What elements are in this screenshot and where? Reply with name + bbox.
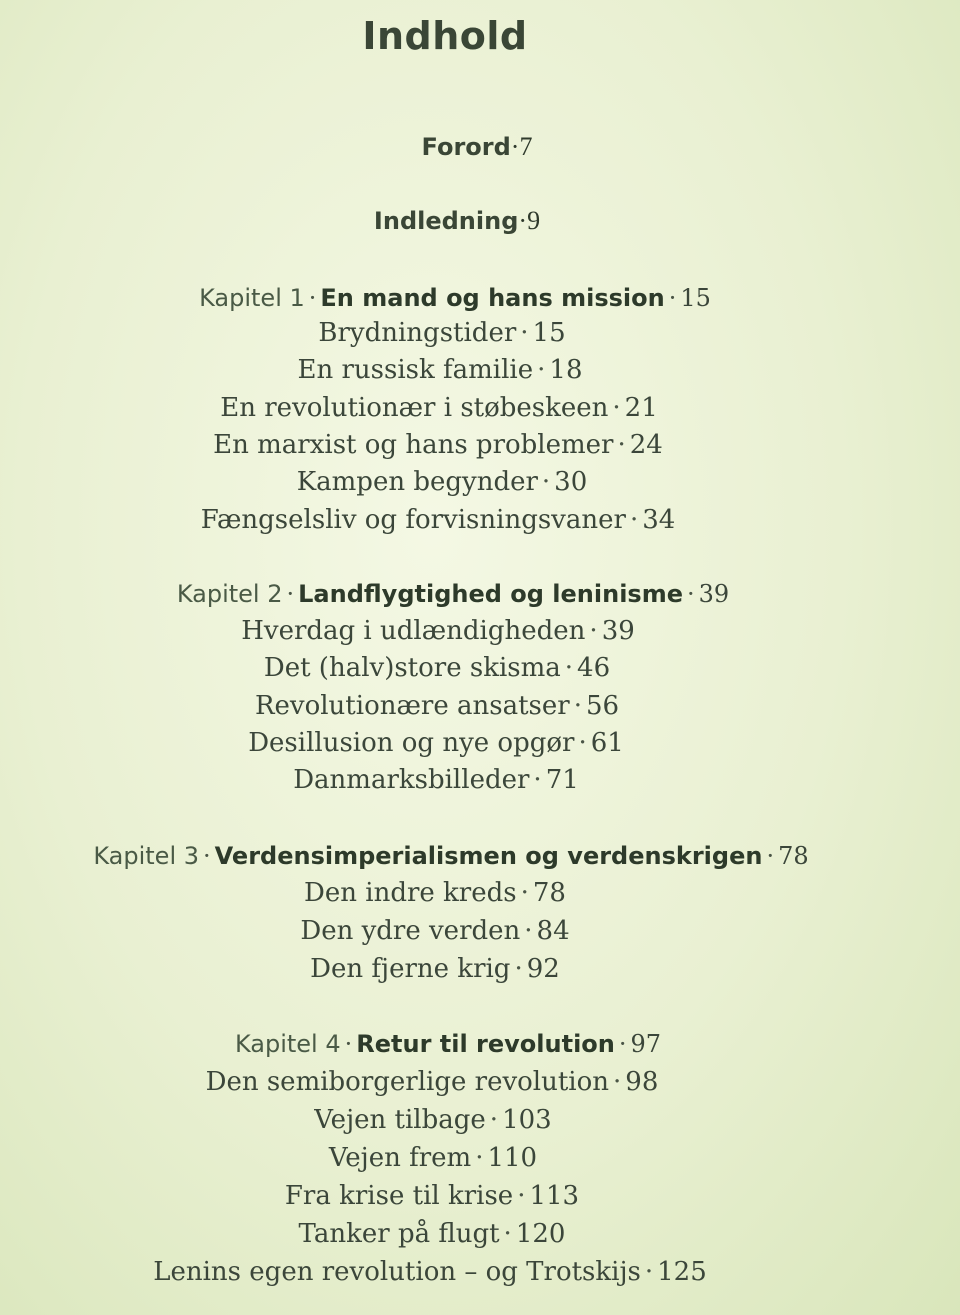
section-page: 34 bbox=[642, 505, 676, 535]
section-label: Danmarksbilleder bbox=[293, 765, 530, 795]
entry-label: Forord bbox=[421, 133, 511, 161]
separator-dot: · bbox=[533, 765, 542, 795]
chapter-page: 78 bbox=[778, 842, 809, 870]
section-entry[interactable] bbox=[0, 690, 917, 722]
section-page: 71 bbox=[545, 765, 579, 795]
section-page: 78 bbox=[532, 878, 566, 908]
section-entry[interactable] bbox=[0, 429, 918, 461]
section-entry[interactable] bbox=[0, 727, 916, 759]
section-label: Fængselsliv og forvisningsvaner bbox=[200, 505, 626, 535]
separator-dot: · bbox=[564, 653, 574, 683]
section-page: 46 bbox=[577, 653, 611, 683]
section-page: 39 bbox=[601, 616, 635, 646]
chapter-title: Retur til revolution bbox=[356, 1030, 615, 1058]
section-label: Den ydre verden bbox=[300, 916, 521, 946]
section-entry[interactable] bbox=[0, 392, 919, 424]
separator-dot: · bbox=[308, 284, 317, 312]
chapter-number: Kapitel 4 bbox=[234, 1030, 341, 1058]
section-entry[interactable] bbox=[0, 1218, 912, 1250]
section-page: 56 bbox=[585, 691, 620, 721]
chapter-heading-4[interactable] bbox=[0, 1028, 928, 1060]
separator-dot: · bbox=[589, 616, 598, 646]
section-label: Brydningstider bbox=[318, 318, 517, 348]
section-label: Den semiborgerlige revolution bbox=[205, 1067, 610, 1097]
section-label: Det (halv)store skisma bbox=[263, 653, 561, 683]
section-label: En russisk familie bbox=[297, 355, 534, 385]
separator-dot: · bbox=[203, 842, 211, 870]
chapter-heading-1[interactable] bbox=[0, 282, 935, 314]
section-entry[interactable] bbox=[0, 877, 915, 909]
entry-page: 7 bbox=[519, 132, 533, 161]
section-entry[interactable] bbox=[0, 1180, 912, 1212]
section-page: 21 bbox=[624, 393, 658, 423]
chapter-number: Kapitel 3 bbox=[93, 842, 200, 870]
separator-dot: · bbox=[475, 1143, 484, 1173]
section-label: Hverdag i udlændigheden bbox=[241, 616, 586, 646]
section-page: 103 bbox=[502, 1105, 552, 1135]
separator-dot: · bbox=[517, 1181, 526, 1211]
chapter-title: Verdensimperialismen og verdenskrigen bbox=[214, 842, 763, 870]
separator-dot: · bbox=[613, 1067, 622, 1097]
separator-dot: · bbox=[520, 878, 529, 908]
chapter-page: 97 bbox=[630, 1030, 662, 1058]
separator-dot: · bbox=[524, 916, 533, 946]
section-label: Lenins egen revolution – og Trotskijs bbox=[153, 1257, 641, 1287]
section-page: 92 bbox=[526, 954, 560, 984]
section-label: En marxist og hans problemer bbox=[213, 430, 614, 460]
section-entry[interactable] bbox=[0, 1256, 910, 1288]
separator-dot: · bbox=[344, 1030, 353, 1058]
separator-dot: · bbox=[518, 206, 528, 235]
section-label: Vejen frem bbox=[328, 1143, 472, 1173]
chapter-heading-2[interactable] bbox=[0, 578, 933, 610]
section-entry[interactable] bbox=[0, 504, 918, 536]
entry-page: 9 bbox=[527, 206, 541, 235]
page-title: Indhold bbox=[362, 14, 528, 58]
section-page: 113 bbox=[529, 1181, 580, 1211]
separator-dot: · bbox=[578, 728, 587, 758]
section-label: Kampen begynder bbox=[296, 467, 538, 497]
chapter-number: Kapitel 2 bbox=[176, 580, 283, 608]
separator-dot: · bbox=[537, 355, 546, 385]
separator-dot: · bbox=[573, 691, 582, 721]
section-entry[interactable] bbox=[0, 354, 920, 386]
chapter-heading-3[interactable] bbox=[0, 840, 931, 872]
separator-dot: · bbox=[541, 467, 551, 497]
separator-dot: · bbox=[520, 318, 529, 348]
separator-dot: · bbox=[687, 580, 695, 608]
chapter-title: Landflygtighed og leninisme bbox=[298, 580, 683, 608]
chapter-page: 15 bbox=[680, 284, 711, 312]
separator-dot: · bbox=[286, 580, 295, 608]
section-page: 15 bbox=[532, 318, 566, 348]
section-label: Desillusion og nye opgør bbox=[248, 728, 575, 758]
section-label: Den fjerne krig bbox=[310, 954, 511, 984]
section-entry[interactable] bbox=[0, 764, 916, 796]
section-entry[interactable] bbox=[0, 317, 922, 349]
section-entry[interactable] bbox=[0, 1142, 913, 1174]
section-entry[interactable] bbox=[0, 652, 917, 684]
separator-dot: · bbox=[503, 1219, 512, 1249]
section-label: Vejen tilbage bbox=[314, 1105, 486, 1135]
separator-dot: · bbox=[510, 132, 520, 161]
section-label: Fra krise til krise bbox=[284, 1181, 514, 1211]
section-label: Revolutionære ansatser bbox=[254, 691, 570, 721]
separator-dot: · bbox=[514, 954, 523, 984]
section-entry[interactable] bbox=[0, 953, 915, 985]
separator-dot: · bbox=[766, 842, 775, 870]
section-page: 84 bbox=[536, 916, 570, 946]
section-page: 125 bbox=[657, 1257, 707, 1287]
section-entry[interactable] bbox=[0, 1104, 913, 1136]
section-entry[interactable] bbox=[0, 1066, 912, 1098]
section-entry[interactable] bbox=[0, 615, 918, 647]
chapter-page: 39 bbox=[698, 580, 730, 608]
section-entry[interactable] bbox=[0, 466, 922, 498]
entry-label: Indledning bbox=[373, 207, 519, 235]
section-label: Tanker på flugt bbox=[298, 1219, 500, 1249]
section-page: 61 bbox=[590, 728, 624, 758]
section-page: 110 bbox=[487, 1143, 538, 1173]
separator-dot: · bbox=[629, 505, 639, 535]
section-label: Den indre kreds bbox=[304, 878, 517, 908]
chapter-number: Kapitel 1 bbox=[199, 284, 305, 312]
section-page: 18 bbox=[549, 355, 583, 385]
toc-entry-intro[interactable] bbox=[0, 205, 937, 237]
chapter-title: En mand og hans mission bbox=[320, 284, 665, 312]
section-page: 120 bbox=[515, 1219, 566, 1249]
section-page: 24 bbox=[629, 430, 663, 460]
separator-dot: · bbox=[668, 284, 677, 312]
section-page: 30 bbox=[554, 467, 588, 497]
section-page: 98 bbox=[625, 1067, 659, 1097]
separator-dot: · bbox=[618, 1030, 627, 1058]
section-label: En revolutionær i støbeskeen bbox=[220, 393, 609, 423]
separator-dot: · bbox=[612, 393, 621, 423]
separator-dot: · bbox=[644, 1257, 654, 1287]
section-entry[interactable] bbox=[0, 915, 915, 947]
separator-dot: · bbox=[489, 1105, 499, 1135]
separator-dot: · bbox=[617, 430, 626, 460]
toc-entry-foreword[interactable] bbox=[0, 131, 957, 163]
